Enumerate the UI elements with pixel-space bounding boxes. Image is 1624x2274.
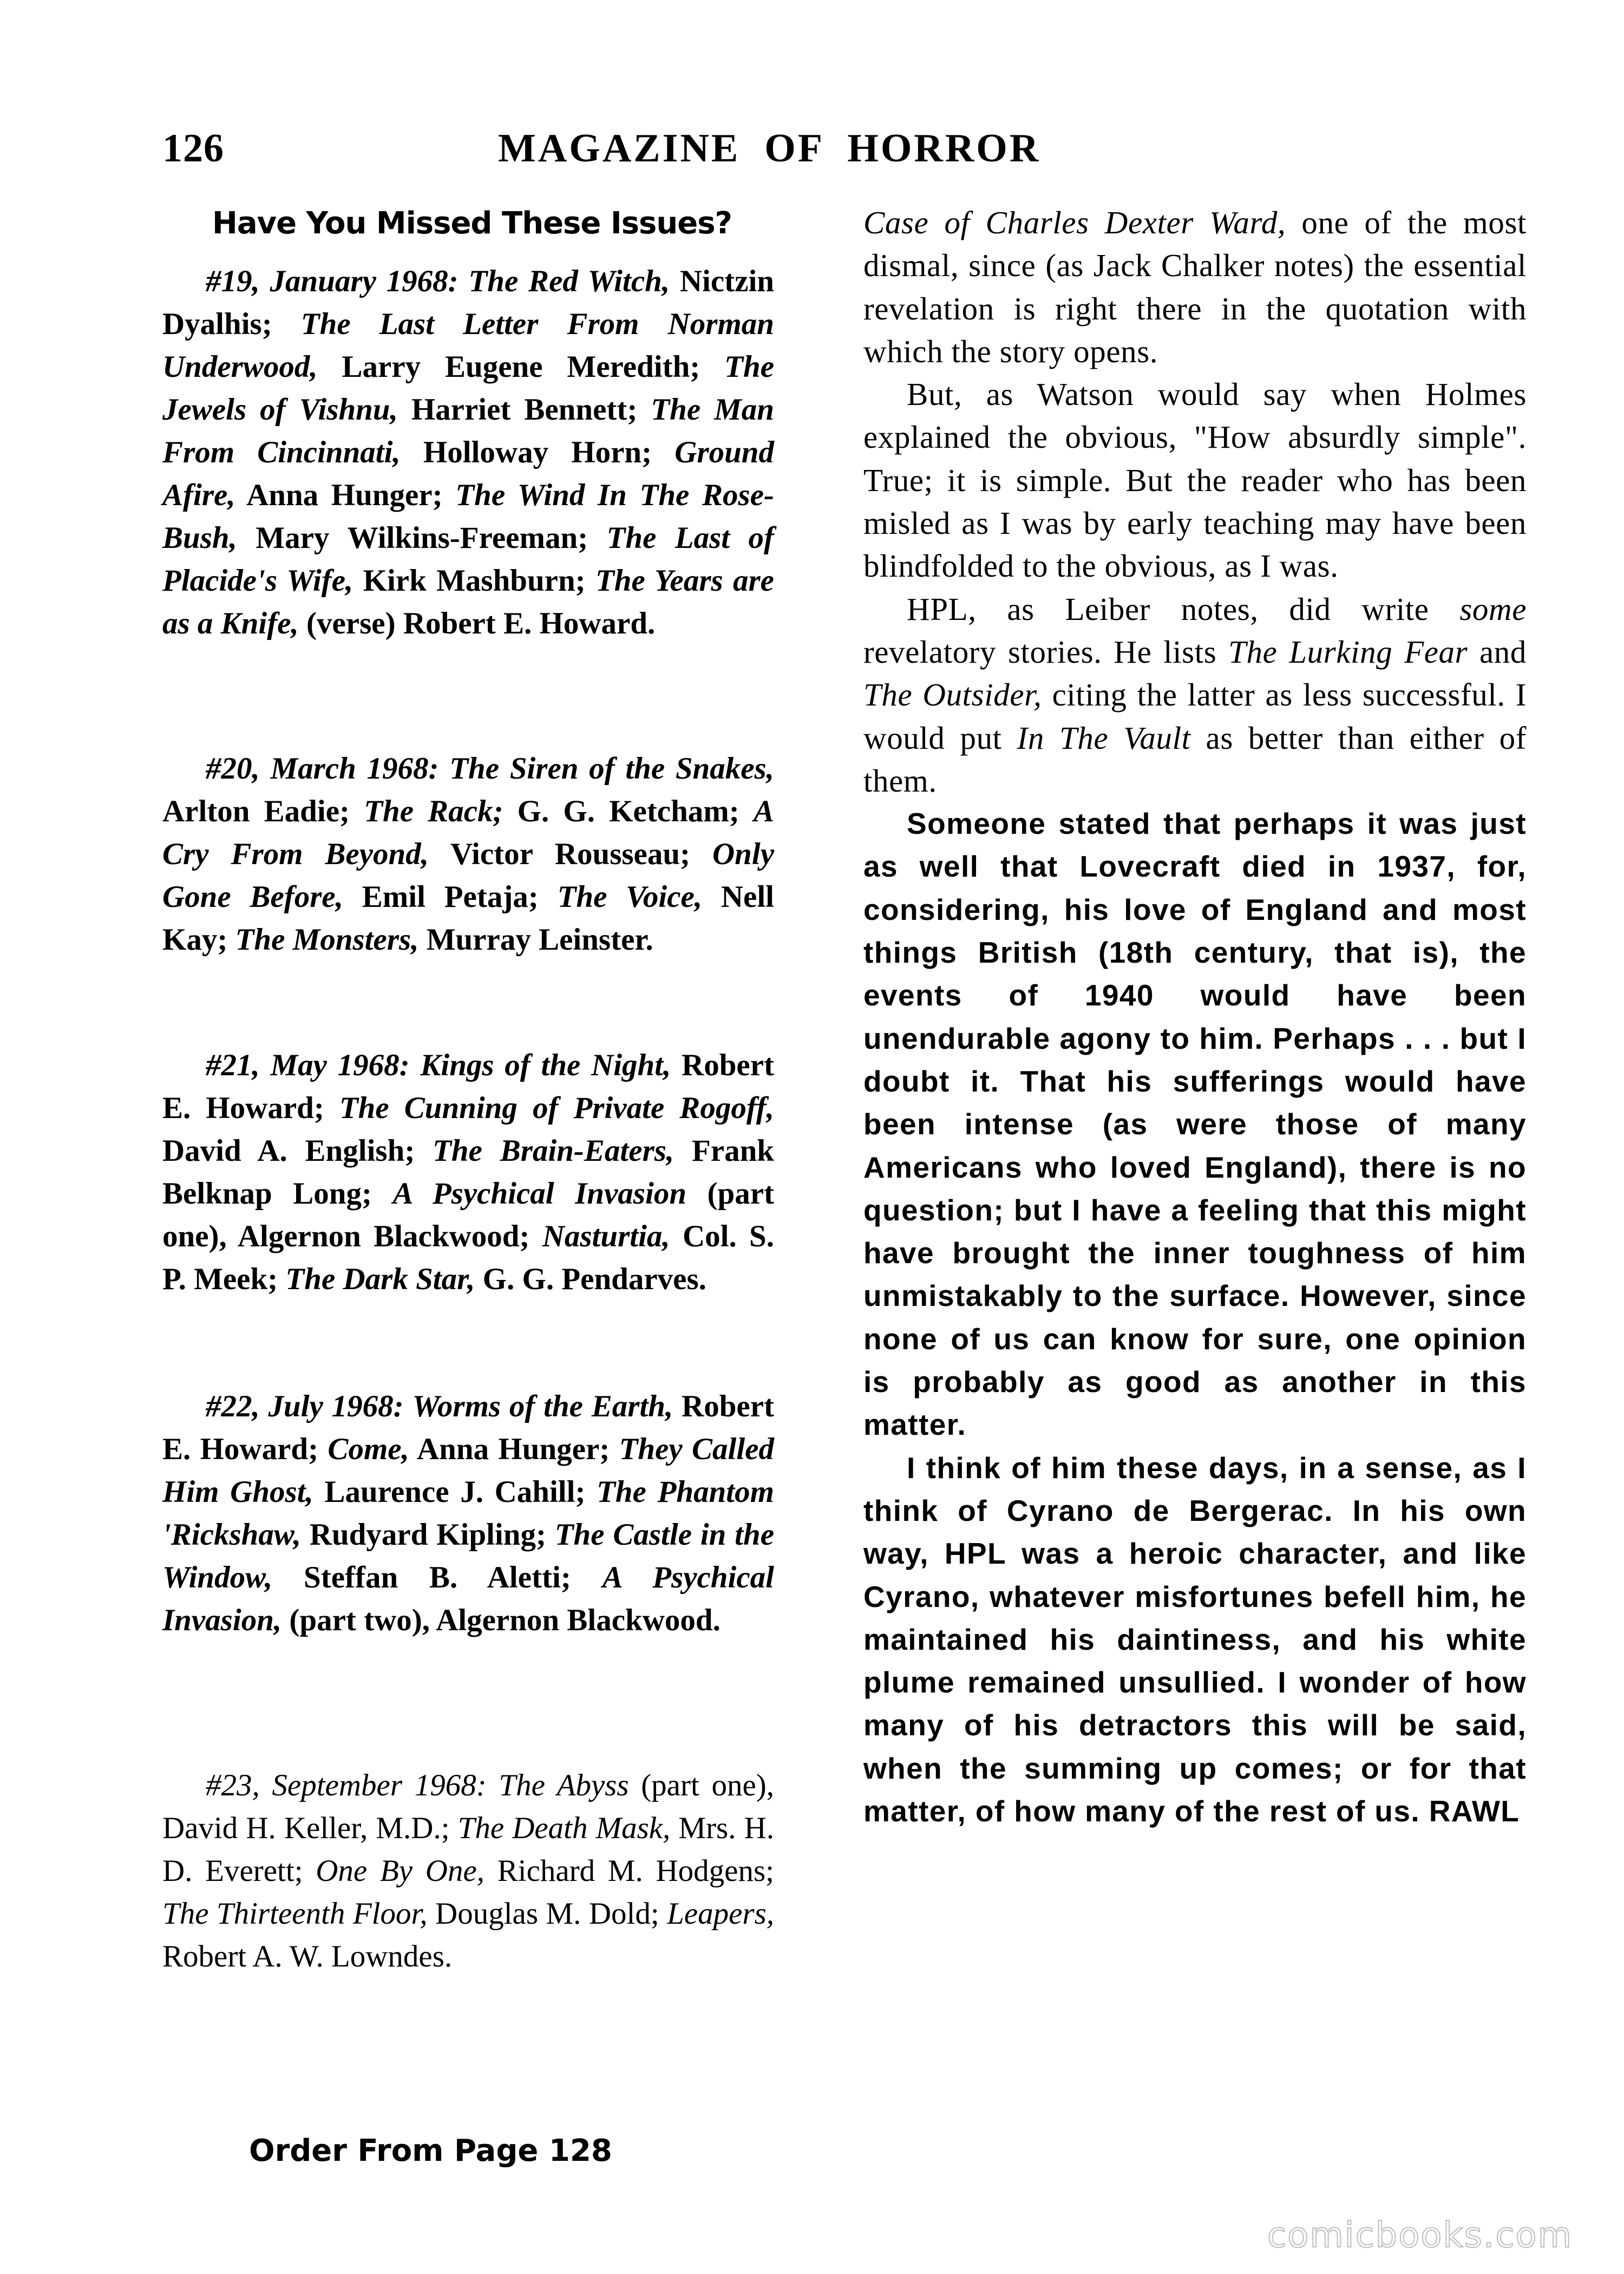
story-author: Harriet Bennett; [397,393,651,427]
story-author: Robert E. Howard; [162,1389,774,1466]
story-author: David A. English; [162,1134,433,1168]
issue-number: #19, [206,264,260,298]
order-line: Order From Page 128 [249,2133,612,2168]
paragraph-text: revelatory stories. He lists [863,633,1229,670]
story-author: Holloway Horn; [400,435,675,469]
story-title: The Abyss [499,1768,629,1802]
issue-entry-22 [162,1385,774,1642]
story-title: The Man From Cincinnati, [162,393,774,469]
page-header [162,126,1527,174]
issue-date: May 1968: [259,1048,410,1082]
article-paragraph [863,1447,1527,1833]
story-title: Come, [328,1432,409,1466]
story-title: The Phantom 'Rickshaw, [162,1475,774,1552]
story-title: Nasturtia, [542,1219,670,1253]
story-title: The Wind In The Rose-Bush, [162,478,774,555]
story-title: The Monsters, [235,923,419,957]
issue-entry-21 [162,1044,774,1301]
article-paragraph [863,588,1527,802]
issue-number: #22, [206,1389,260,1423]
paragraph-text: Someone stated that perhaps it was just as well that Lovecraft died in 1937, for, considering, his love of England and most things British (18th century, that is), the events of 1940 would have been unendurable agony to him. Perhaps . . . but I doubt it. That his sufferings would have been intense (as were those of many Americans who loved England), there is no question; but I have a feeling that this might have brought the inner toughness of him unmistakably to the surface. However, since none of us can know for sure, one opinion is probably as good as another in this matter. [863,807,1527,1442]
story-author: Mrs. H. D. Everett; [162,1811,774,1888]
story-author: Nell Kay; [162,880,774,957]
story-title: The Last of Placide's Wife, [162,521,774,598]
issue-date: March 1968: [259,752,439,786]
story-title: Worms of the Earth, [412,1389,673,1423]
story-title: The Thirteenth Floor, [162,1897,428,1931]
italic-text: The Lurking Fear [1228,633,1468,670]
issue-date: January 1968: [259,264,459,298]
story-title: One By One, [316,1854,484,1888]
story-title: Kings of the Night, [420,1048,671,1082]
story-author: Rudyard Kipling; [301,1518,555,1552]
story-author: Anna Hunger; [409,1432,619,1466]
paragraph-text: I think of him these days, in a sense, as I think of Cyrano de Bergerac. In his own way, HPL was a heroic character, and like Cyrano, whatever misfortunes befell him, he maintained his daintiness, and his white plume remained unsullied. I wonder of how many of his detractors this will be said, when the summing up comes; or for that matter, of how many of the rest of us. RAWL [863,1450,1527,1828]
italic-text: Case of Charles Dexter Ward, [863,205,1286,240]
story-title: The Years are as a Knife, [162,564,774,641]
story-author: G. G. Pendarves. [475,1262,706,1296]
italic-text: some [1459,591,1527,627]
story-author: Robert A. W. Lowndes. [162,1939,453,1974]
story-author: Anna Hunger; [235,478,456,512]
running-head: MAGAZINE OF HORROR [498,126,1041,171]
story-title: The Red Witch, [468,264,670,298]
story-author: Arlton Eadie; [162,794,364,828]
story-author: G. G. Ketcham; [503,794,754,828]
paragraph-text: and [1468,633,1527,670]
story-title: The Dark Star, [285,1262,475,1296]
article-paragraph [863,802,1527,1446]
story-title: The Death Mask, [457,1811,671,1845]
paragraph-text: HPL, as Leiber notes, did write [907,591,1460,627]
paragraph-text: citing the latter as less successful. I would put [863,677,1527,756]
story-author: (part two), Algernon Blackwood. [281,1603,721,1637]
story-author: Larry Eugene Meredith; [317,350,725,384]
back-issues-column [162,206,774,2209]
story-author: Richard M. Hodgens; [484,1854,774,1888]
article-paragraph [863,373,1527,587]
issue-number: #21, [206,1048,260,1082]
watermark: comicbooks.com [1267,2216,1573,2256]
story-title: They Called Him Ghost, [162,1432,775,1509]
italic-text: In The Vault [1017,720,1191,756]
story-author: Frank Belknap Long; [162,1134,774,1211]
paragraph-text: as better than either of them. [863,720,1527,799]
story-title: The Voice, [557,880,703,914]
story-title: Leapers, [667,1897,775,1931]
story-author: Victor Rousseau; [429,837,712,871]
story-title: The Rack; [364,794,503,828]
story-title: The Brain-Eaters, [433,1134,675,1168]
story-title: The Siren of the Snakes, [449,752,774,786]
issue-date: September 1968: [259,1768,487,1802]
story-author: (part one), Algernon Blackwood; [162,1177,774,1253]
story-author: Laurence J. Cahill; [313,1475,597,1509]
story-author: (part one), David H. Keller, M.D.; [162,1768,775,1845]
article-column [863,201,1527,2194]
story-author: Emil Petaja; [343,880,558,914]
story-title: The Jewels of Vishnu, [162,350,774,427]
back-issues-heading: Have You Missed These Issues? [212,206,732,241]
story-author: (verse) Robert E. Howard. [298,606,656,641]
story-title: A Psychical Invasion [392,1177,687,1211]
page-number: 126 [162,126,224,171]
issue-number: #23, [206,1768,260,1802]
story-title: Only Gone Before, [162,837,774,914]
paragraph-text: But, as Watson would say when Holmes explained the obvious, "How absurdly simple". True; it is simple. But the reader who has been misled as I was by early teaching may have been blindfolded to the obvious, as I was. [863,376,1527,584]
story-author: Mary Wilkins-Freeman; [237,521,607,555]
issue-entry-20 [162,747,774,961]
story-title: The Castle in the Window, [162,1518,774,1595]
story-title: A Psychical Invasion, [162,1560,774,1637]
story-author: Robert E. Howard; [162,1048,775,1125]
story-title: The Last Letter From Norman Underwood, [162,307,774,384]
story-title: The Cunning of Private Rogoff, [339,1091,774,1125]
paragraph-text: one of the most dismal, since (as Jack Chalker notes) the essential revelation is right there in the quotation with which the story opens. [863,205,1527,369]
story-title: Ground Afire, [162,435,774,512]
italic-text: The Outsider, [863,677,1042,713]
issue-date: July 1968: [259,1389,404,1423]
story-title: A Cry From Beyond, [162,794,774,871]
issue-entry-19 [162,260,774,645]
issue-entry-23 [162,1764,774,1978]
story-author: Col. S. P. Meek; [162,1219,774,1296]
story-author: Steffan B. Aletti; [272,1560,603,1595]
story-author: Douglas M. Dold; [427,1897,667,1931]
story-author: Murray Leinster. [418,923,653,957]
issue-number: #20, [206,752,260,786]
story-author: Nictzin Dyalhis; [162,264,774,341]
story-author: Kirk Mashburn; [353,564,595,598]
article-paragraph [863,201,1527,373]
